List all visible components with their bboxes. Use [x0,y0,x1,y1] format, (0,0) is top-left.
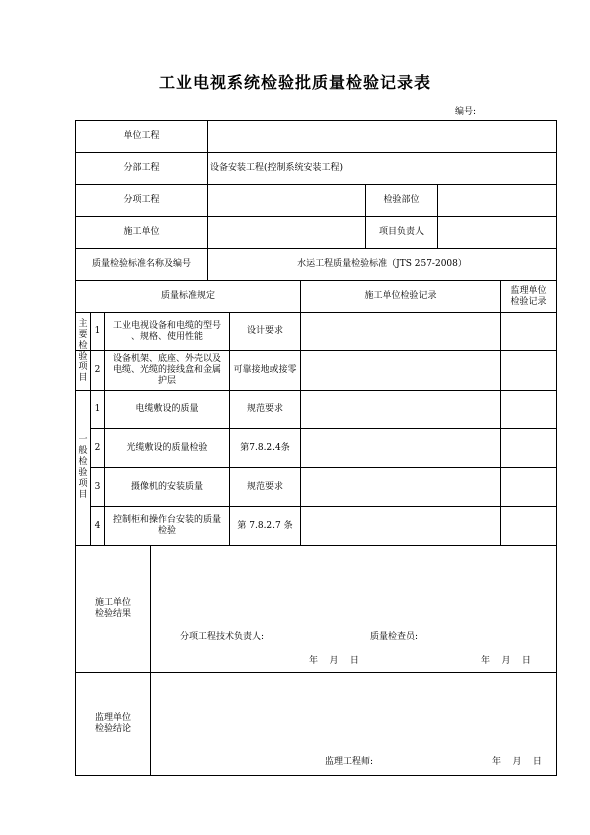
sub-project-label: 分部工程 [123,163,160,174]
col-divider [150,545,151,775]
general-item-requirement: 规范要求 [246,481,283,492]
inspection-part-label: 检验部位 [383,195,420,206]
general-item-requirement: 规范要求 [246,404,283,415]
main-item-requirement: 设计要求 [246,326,283,337]
item-project-label: 分项工程 [123,195,160,206]
main-item-description: 设备机架、底座、外壳以及 电缆、光缆的接线盒和金属 护层 [112,354,221,386]
col-divider [500,280,501,545]
table-border-bottom [75,775,557,776]
page-title: 工业电视系统检验批质量检验记录表 [158,73,431,92]
unit-project-value [208,121,556,152]
general-item-number: 2 [94,442,101,453]
main-items-group-label: 主 要 检 验 项 目 [78,318,88,384]
construction-date-left: 年 月 日 [309,655,359,666]
col-divider [437,184,438,248]
supervision-date: 年 月 日 [492,756,542,767]
supervision-record-header: 监理单位 检验记录 [510,285,547,307]
general-item-description: 摄像机的安装质量 [130,481,203,492]
construction-record-header: 施工单位检验记录 [364,291,437,302]
general-item-requirement: 第7.8.2.4条 [240,442,290,453]
general-item-number: 3 [94,481,101,492]
quality-inspector-label: 质量检查员: [370,631,419,642]
construction-unit-label: 施工单位 [123,227,160,238]
general-item-requirement: 第 7.8.2.7 条 [237,520,293,531]
standard-value: 水运工程质量检验标准（JTS 257-2008） [297,259,467,270]
general-items-group-label: 一 般 检 验 项 目 [78,435,88,500]
project-manager-label: 项目负责人 [378,227,424,238]
general-item-description: 控制柜和操作台安装的质量 检验 [112,515,221,536]
general-item-description: 光缆敷设的质量检验 [126,442,208,453]
unit-project-label: 单位工程 [123,131,160,142]
sub-project-value: 设备安装工程(控制系统安装工程) [210,163,344,174]
main-item-requirement: 可靠接地或接零 [233,365,297,376]
supervision-conclusion-label: 监理单位 检验结论 [94,713,131,734]
general-item-description: 电缆敷设的质量 [135,404,199,415]
main-item-number: 2 [94,365,101,376]
table-border-right [556,120,557,776]
serial-number-label: 编号: [455,107,477,117]
main-item-description: 工业电视设备和电缆的型号 、规格、使用性能 [112,320,221,342]
general-item-number: 4 [94,520,101,531]
construction-result-label: 施工单位 检验结果 [94,598,131,619]
supervision-engineer-label: 监理工程师: [325,756,374,767]
construction-date-right: 年 月 日 [481,655,531,666]
main-item-number: 1 [94,326,101,337]
tech-manager-label: 分项工程技术负责人: [180,631,265,642]
col-divider [300,280,301,545]
general-item-number: 1 [94,404,101,415]
quality-standard-header: 质量标准规定 [160,291,215,302]
standard-label: 质量检验标准名称及编号 [91,259,191,270]
